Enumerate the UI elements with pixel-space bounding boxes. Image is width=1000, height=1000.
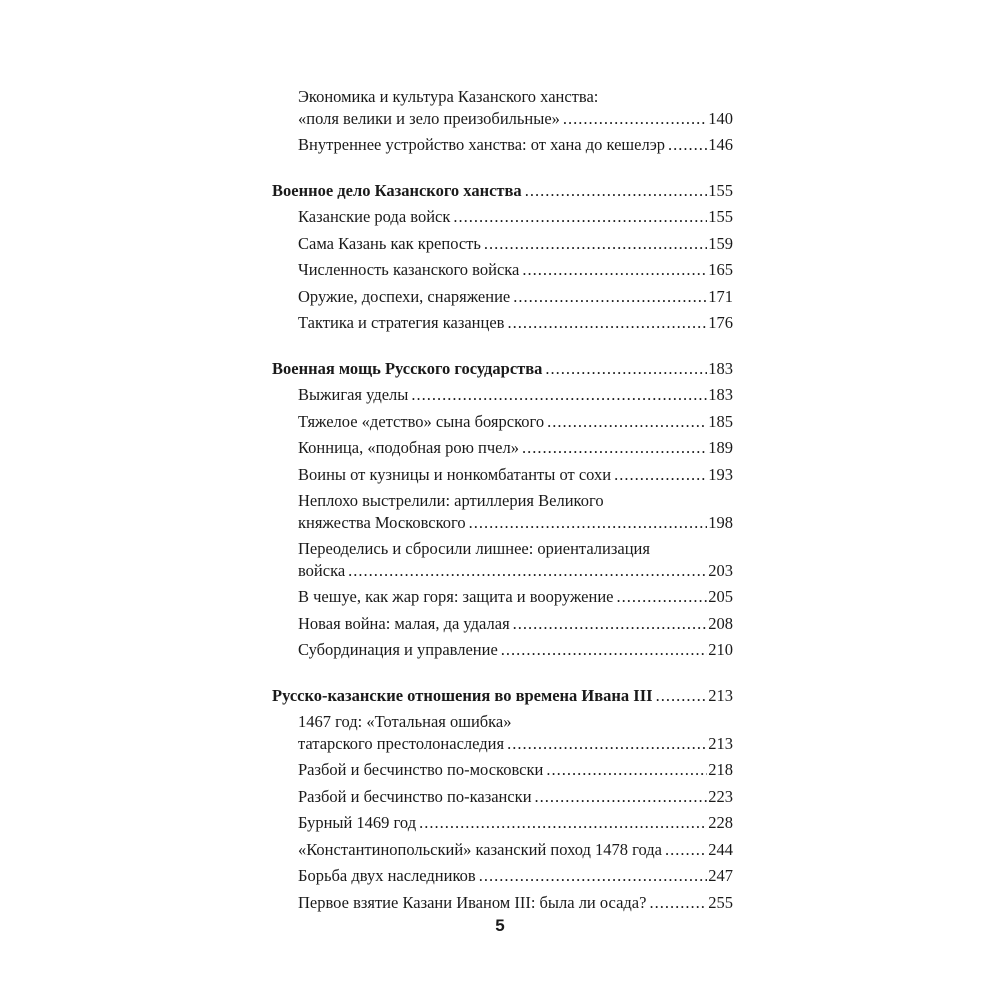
toc-subentry[interactable] — [298, 639, 733, 661]
toc-subentry[interactable] — [298, 233, 733, 255]
toc-subentry[interactable] — [298, 812, 733, 834]
toc-subentry[interactable] — [298, 206, 733, 228]
entry-page-number: 176 — [708, 313, 733, 332]
dot-leader — [546, 759, 707, 781]
entry-title: Сама Казань как крепость — [298, 233, 481, 253]
entry-leader-line — [298, 759, 733, 781]
entry-leader-line — [298, 259, 733, 281]
dot-leader — [479, 865, 708, 887]
entry-title: Численность казанского войска — [298, 260, 520, 279]
entry-title: Субординация и управление — [298, 640, 498, 659]
entry-page-number: 159 — [708, 233, 733, 253]
toc-section — [272, 685, 733, 914]
entry-page-number: 183 — [708, 385, 733, 404]
toc-section — [272, 358, 733, 661]
entry-title: Новая война: малая, да удалая — [298, 613, 510, 633]
dot-leader — [522, 437, 707, 459]
entry-title: Военная мощь Русского государства — [272, 358, 543, 378]
dot-leader — [513, 286, 707, 308]
toc-subentry[interactable] — [298, 411, 733, 433]
dot-leader — [469, 512, 708, 534]
entry-page-number: 223 — [708, 786, 733, 806]
entry-leader-line — [298, 512, 733, 534]
entry-page-number: 203 — [708, 560, 733, 580]
entry-page-number: 155 — [708, 180, 733, 200]
dot-leader — [501, 639, 707, 661]
dot-leader — [453, 206, 707, 228]
entry-page-number: 213 — [708, 733, 733, 753]
dot-leader — [545, 358, 707, 380]
toc-chapter-entry[interactable] — [272, 358, 733, 380]
entry-leader-line — [298, 733, 733, 755]
entry-title: Воины от кузницы и нонкомбатанты от сохи — [298, 464, 612, 484]
toc-subentry[interactable] — [298, 892, 733, 914]
entry-title-first-line: Экономика и культура Казанского ханства: — [298, 87, 599, 106]
entry-leader-line — [298, 865, 733, 887]
entry-page-number: 198 — [708, 512, 733, 532]
entry-page-number: 247 — [708, 866, 733, 885]
entry-title: Русско-казанские отношения во времена Ивана III — [272, 685, 653, 705]
toc-subentry[interactable] — [298, 464, 733, 486]
dot-leader — [649, 892, 707, 914]
entry-title-first-line: Переоделись и сбросили лишнее: ориентализация — [298, 539, 650, 558]
table-of-contents — [272, 86, 733, 937]
entry-title: Первое взятие Казани Иваном III: была ли осада? — [298, 892, 647, 912]
dot-leader — [656, 685, 708, 707]
toc-subentry[interactable] — [298, 312, 733, 334]
dot-leader — [665, 839, 707, 861]
entry-leader-line — [298, 134, 733, 156]
entry-title: Казанские рода войск — [298, 207, 451, 226]
toc-subentry[interactable] — [298, 134, 733, 156]
toc-subentry[interactable] — [298, 538, 733, 581]
entry-page-number: 155 — [708, 207, 733, 226]
entry-page-number: 208 — [708, 613, 733, 633]
entry-title: Военное дело Казанского ханства — [272, 180, 522, 200]
toc-subentry[interactable] — [298, 839, 733, 861]
toc-subentry[interactable] — [298, 286, 733, 308]
toc-subentry[interactable] — [298, 613, 733, 635]
entry-leader-line — [298, 108, 733, 130]
entry-leader-line — [298, 464, 733, 486]
dot-leader — [563, 108, 707, 130]
page-number: 5 — [495, 916, 505, 935]
entry-title: Бурный 1469 год — [298, 813, 417, 832]
entry-leader-line — [272, 358, 733, 380]
toc-subentry[interactable] — [298, 490, 733, 533]
entry-page-number: 228 — [708, 813, 733, 832]
dot-leader — [411, 384, 707, 406]
toc-chapter-entry[interactable] — [272, 685, 733, 707]
entry-leader-line — [298, 639, 733, 661]
entry-title: княжества Московского — [298, 512, 466, 532]
entry-page-number: 193 — [708, 464, 733, 484]
entry-title: Разбой и бесчинство по-московски — [298, 760, 544, 779]
entry-page-number: 183 — [708, 358, 733, 378]
dot-leader — [535, 786, 708, 808]
entry-title: «Константинопольский» казанский поход 1478 года — [298, 839, 662, 859]
entry-title: В чешуе, как жар горя: защита и вооружение — [298, 587, 614, 606]
entry-page-number: 140 — [708, 108, 733, 128]
toc-subentry[interactable] — [298, 711, 733, 754]
entry-title: Внутреннее устройство ханства: от хана до кешелэр — [298, 135, 666, 154]
entry-title: Борьба двух наследников — [298, 866, 476, 885]
dot-leader — [668, 134, 707, 156]
toc-subentry[interactable] — [298, 865, 733, 887]
toc-subentry[interactable] — [298, 437, 733, 459]
entry-leader-line — [298, 839, 733, 861]
toc-subentry[interactable] — [298, 586, 733, 608]
entry-leader-line — [298, 411, 733, 433]
entry-page-number: 213 — [708, 685, 733, 705]
entry-leader-line — [298, 206, 733, 228]
dot-leader — [513, 613, 708, 635]
entry-page-number: 146 — [708, 135, 733, 154]
entry-leader-line — [298, 586, 733, 608]
entry-page-number: 171 — [708, 286, 733, 306]
entry-leader-line — [272, 685, 733, 707]
entry-title: «поля велики и зело преизобильные» — [298, 108, 560, 128]
entry-leader-line — [298, 892, 733, 914]
dot-leader — [525, 180, 708, 202]
entry-leader-line — [298, 560, 733, 582]
entry-title-first-line: 1467 год: «Тотальная ошибка» — [298, 712, 512, 731]
toc-section — [272, 180, 733, 334]
dot-leader — [507, 312, 707, 334]
entry-leader-line — [298, 812, 733, 834]
toc-subentry[interactable] — [298, 259, 733, 281]
toc-subentry[interactable] — [298, 759, 733, 781]
entry-title: татарского престолонаследия — [298, 733, 505, 753]
dot-leader — [522, 259, 707, 281]
entry-page-number: 244 — [708, 839, 733, 859]
entry-leader-line — [298, 286, 733, 308]
toc-section — [272, 86, 733, 156]
entry-page-number: 210 — [708, 640, 733, 659]
entry-page-number: 165 — [708, 260, 733, 279]
entry-leader-line — [298, 613, 733, 635]
entry-leader-line — [298, 233, 733, 255]
entry-leader-line — [298, 384, 733, 406]
dot-leader — [547, 411, 707, 433]
dot-leader — [419, 812, 707, 834]
entry-title: Оружие, доспехи, снаряжение — [298, 286, 511, 306]
entry-title: Тяжелое «детство» сына боярского — [298, 411, 545, 431]
toc-subentry[interactable] — [298, 86, 733, 129]
entry-title: Выжигая уделы — [298, 385, 409, 404]
entry-page-number: 255 — [708, 892, 733, 912]
toc-subentry[interactable] — [298, 384, 733, 406]
dot-leader — [484, 233, 707, 255]
entry-leader-line — [298, 786, 733, 808]
entry-page-number: 218 — [708, 760, 733, 779]
entry-leader-line — [298, 312, 733, 334]
dot-leader — [348, 560, 707, 582]
toc-chapter-entry[interactable] — [272, 180, 733, 202]
dot-leader — [614, 464, 707, 486]
entry-title: Тактика и стратегия казанцев — [298, 313, 505, 332]
toc-subentry[interactable] — [298, 786, 733, 808]
dot-leader — [616, 586, 707, 608]
entry-leader-line — [272, 180, 733, 202]
entry-page-number: 205 — [708, 587, 733, 606]
entry-title-first-line: Неплохо выстрелили: артиллерия Великого — [298, 491, 604, 510]
entry-page-number: 185 — [708, 411, 733, 431]
entry-page-number: 189 — [708, 438, 733, 457]
entry-title: Разбой и бесчинство по-казански — [298, 786, 532, 806]
entry-leader-line — [298, 437, 733, 459]
entry-title: Конница, «подобная рою пчел» — [298, 438, 519, 457]
dot-leader — [507, 733, 707, 755]
entry-title: войска — [298, 560, 346, 580]
